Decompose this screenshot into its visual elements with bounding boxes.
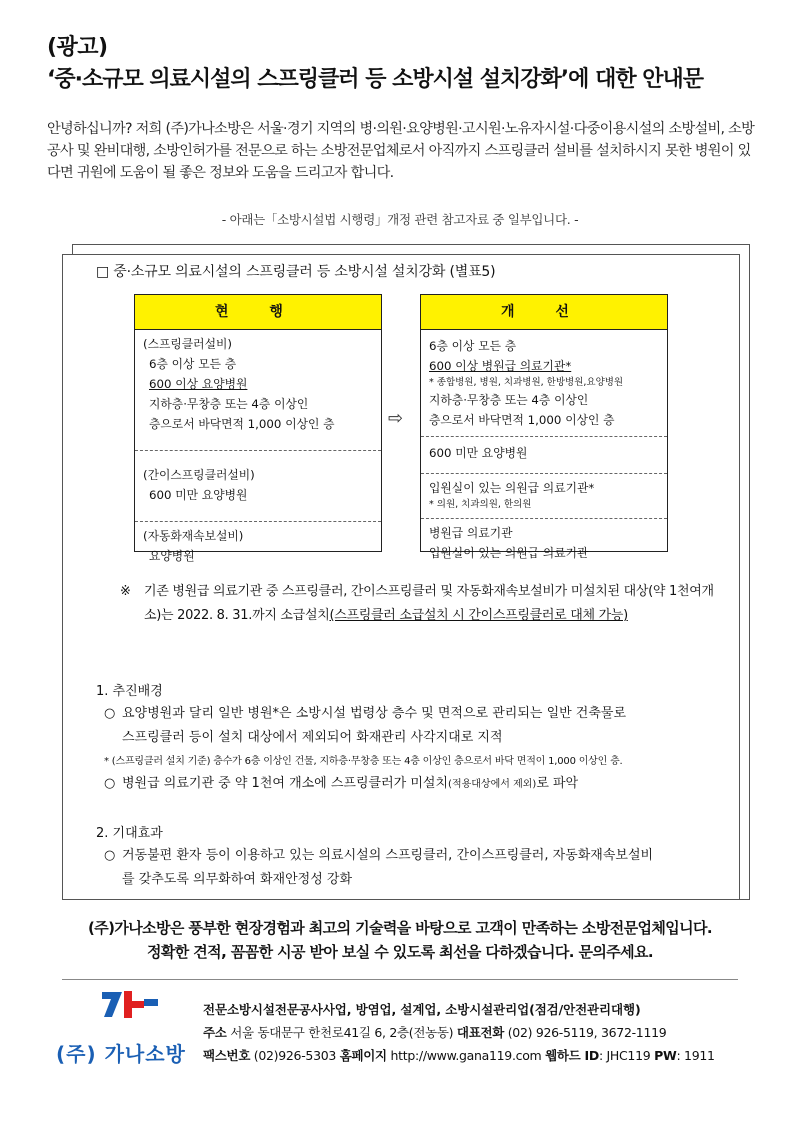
company-logo-icon — [100, 989, 160, 1019]
footnote — [120, 580, 720, 628]
bullet-circle-icon: ○ — [104, 776, 116, 791]
footnote-body — [144, 580, 720, 628]
pw-label: PW — [654, 1048, 677, 1063]
bullet-text: 를 갖추도록 의무화하여 화재안정성 강화 — [122, 872, 353, 887]
cell-line: 6층 이상 모든 층 — [149, 357, 237, 371]
fax-label: 팩스번호 — [203, 1048, 251, 1063]
cell-line: 600 미만 요양병원 — [149, 488, 248, 502]
bullet-circle-icon: ○ — [104, 706, 116, 721]
bullet-text: 요양병원과 달리 일반 병원*은 소방시설 법령상 층수 및 면적으로 관리되는 일반 건축물로 — [122, 706, 627, 721]
homepage-link[interactable]: http://www.gana119.com — [390, 1048, 542, 1063]
cell-title: (자동화재속보설비) — [143, 529, 244, 543]
cell-line: 지하층·무창층 또는 4층 이상인 — [429, 393, 589, 407]
contact-line — [203, 1044, 763, 1067]
table-header-improved: 개 선 — [421, 295, 667, 330]
cell-line: 입원실이 있는 의원급 의료기관 — [429, 546, 589, 560]
cell-line: 요양병원 — [149, 549, 195, 563]
section-1-star-note: * (스프링클러 설치 기준) 층수가 6층 이상인 건물, 지하층·무창층 또는 4층 이상인 층으로서 바닥 면적이 1,000 이상인 층. — [104, 756, 623, 767]
section-1-bullet-1 — [104, 702, 714, 750]
homepage-label: 홈페이지 — [339, 1048, 387, 1063]
address: 서울 동대문구 한천로41길 6, 2층(전농동) — [230, 1025, 454, 1040]
address-line — [203, 1021, 763, 1044]
cell-line: 입원실이 있는 의원급 의료기관* — [429, 481, 595, 495]
bullet-text: 거동불편 환자 등이 이용하고 있는 의료시설의 스프링클러, 간이스프링클러, 자동화재속보설비 — [122, 848, 654, 863]
phone: (02) 926-5119, 3672-1119 — [507, 1025, 667, 1040]
cell-line: 병원급 의료기관 — [429, 526, 513, 540]
cell-line: 층으로서 바닥면적 1,000 이상인 층 — [149, 417, 335, 431]
improved-regulation-table — [420, 294, 668, 560]
table-cell — [421, 518, 667, 567]
cell-line: 600 이상 요양병원 — [149, 377, 248, 391]
cell-line: 층으로서 바닥면적 1,000 이상인 층 — [429, 413, 615, 427]
webhard-pw: : 1911 — [676, 1048, 715, 1063]
table-cell — [421, 330, 667, 436]
footnote-text: 기존 병원급 의료기관 중 스프링클러, 간이스프링클러 및 자동화재속보설비가 미설치된 대상(약 1천여개소)는 2022. 8. 31.까지 소급설치 — [144, 584, 714, 623]
ad-tag: (광고) — [47, 35, 108, 60]
section-1-bullet-2 — [104, 772, 578, 791]
section-title: □ 중·소규모 의료시설의 스프링클러 등 소방시설 설치강화 (별표5) — [96, 264, 496, 280]
closing-message — [0, 916, 800, 964]
cell-line: 600 미만 요양병원 — [429, 446, 528, 460]
cell-line: 지하층·무창층 또는 4층 이상인 — [149, 397, 309, 411]
webhard-label: 웹하드 ID — [545, 1048, 599, 1063]
section-2-title: 2. 기대효과 — [96, 826, 163, 841]
page-title: ‘중·소규모 의료시설의 스프링클러 등 소방시설 설치강화’에 대한 안내문 — [47, 67, 703, 92]
table-cell — [135, 521, 381, 570]
business-types: 전문소방시설전문공사사업, 방염업, 설계업, 소방시설관리업(점검/안전관리대행) — [203, 1002, 641, 1017]
table-cell — [421, 473, 667, 518]
arrow-right-icon: ⇨ — [388, 408, 404, 429]
footnote-underlined: (스프링클러 소급설치 시 간이스프링클러로 대체 가능) — [329, 608, 628, 623]
cell-title: (스프링클러설비) — [143, 337, 232, 351]
phone-label: 대표전화 — [456, 1025, 505, 1040]
bullet-small-text: (적용대상에서 제외) — [448, 779, 537, 790]
section-1-title: 1. 추진배경 — [96, 684, 163, 699]
closing-line-1: (주)가나소방은 풍부한 현장경험과 최고의 기술력을 바탕으로 고객이 만족하는 소방전문업체입니다. — [87, 919, 713, 937]
cell-line: 600 이상 병원급 의료기관* — [429, 359, 572, 373]
section-2-bullet-1 — [104, 844, 714, 892]
address-label: 주소 — [203, 1025, 227, 1040]
divider — [62, 979, 738, 980]
bullet-text: 스프링클러 등이 설치 대상에서 제외되어 화재관리 사각지대로 지적 — [122, 730, 503, 745]
table-cell — [135, 450, 381, 521]
reference-mark-icon: ※ — [120, 584, 131, 599]
cell-title: (간이스프링클러설비) — [143, 468, 255, 482]
closing-line-2: 정확한 견적, 꼼꼼한 시공 받아 보실 수 있도록 최선을 다하겠습니다. 문의주세요. — [147, 943, 653, 961]
cell-note: * 의원, 치과의원, 한의원 — [429, 499, 532, 510]
company-name: (주) 가나소방 — [56, 1042, 186, 1066]
cell-line: 6층 이상 모든 층 — [429, 339, 517, 353]
bullet-text-end: 로 파악 — [536, 776, 579, 791]
bullet-text: 병원급 의료기관 중 약 1천여 개소에 스프링클러가 미설치 — [122, 776, 449, 791]
company-info — [203, 998, 763, 1067]
intro-paragraph: 안녕하십니까? 저희 (주)가나소방은 서울·경기 지역의 병·의원·요양병원·고시원·노유자시설·다중이용시설의 소방설비, 소방공사 및 완비대행, 소방인허가를 전문으로 하는 소방전문업체로서 아직까지 스프링클러 설비를 설치하시지 못한 병원이 있다면 귀원에 도움이 될 좋은 정보와 도움을 드리고자 합니다. — [47, 121, 755, 181]
bullet-circle-icon: ○ — [104, 848, 116, 863]
table-cell — [135, 330, 381, 450]
table-cell — [421, 436, 667, 473]
fax: (02)926-5303 — [253, 1048, 337, 1063]
webhard-id: : JHC119 — [598, 1048, 651, 1063]
table-header-current: 현 행 — [135, 295, 381, 330]
cell-note: * 종합병원, 병원, 치과병원, 한방병원,요양병원 — [429, 377, 624, 388]
reference-note: - 아래는「소방시설법 시행령」개정 관련 참고자료 중 일부입니다. - — [221, 212, 579, 227]
current-regulation-table — [134, 294, 382, 563]
